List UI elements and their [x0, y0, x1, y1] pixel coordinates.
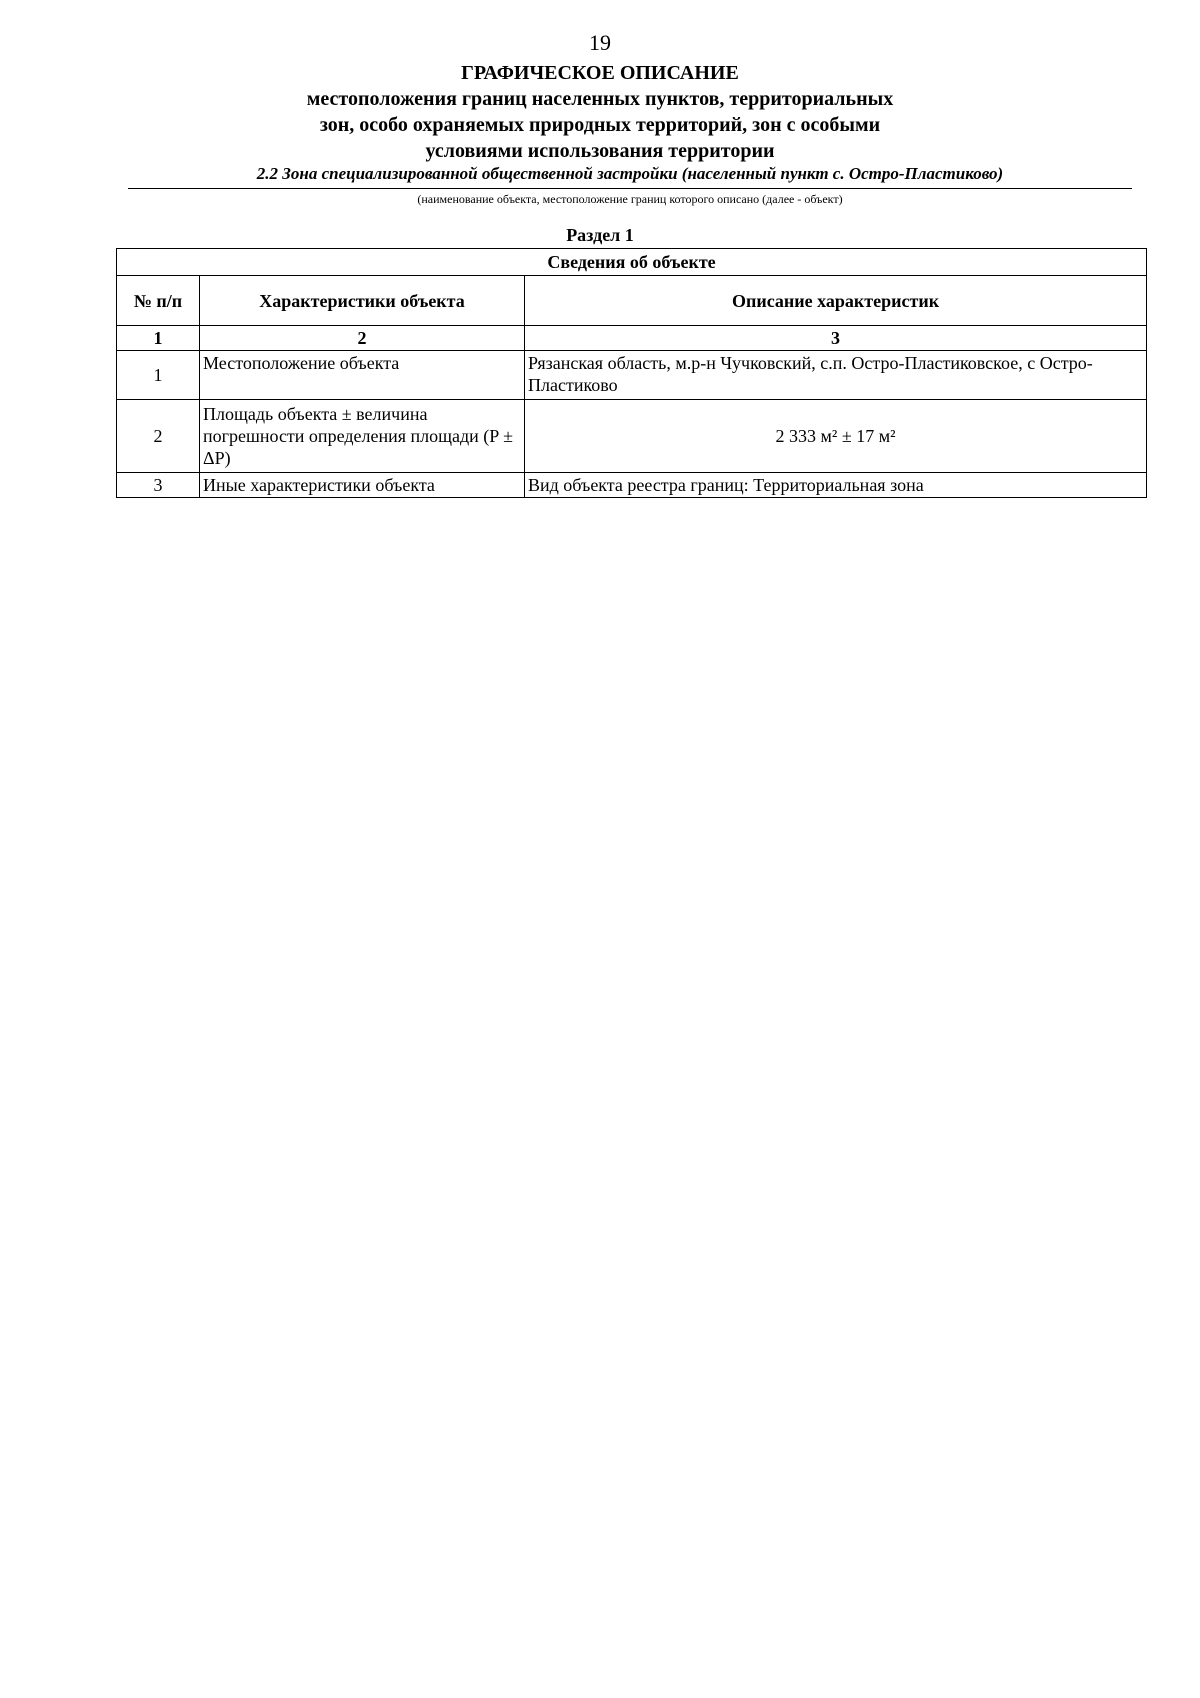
row-value: Рязанская область, м.р-н Чучковский, с.п. Остро-Пластиковское, с Остро-Пластиково	[525, 351, 1147, 400]
row-num: 2	[117, 400, 200, 473]
row-value: 2 333 м² ± 17 м²	[525, 400, 1147, 473]
title-line-3: зон, особо охраняемых природных территорий, зон с особыми	[319, 114, 881, 136]
table-row	[117, 351, 1147, 400]
column-index-row	[117, 326, 1147, 351]
object-name: 2.2 Зона специализированной общественной застройки (населенный пункт с. Остро-Пластиково)	[256, 164, 1004, 183]
table-row	[117, 473, 1147, 498]
table-caption: Сведения об объекте	[117, 249, 1147, 276]
row-characteristic: Местоположение объекта	[200, 351, 525, 400]
document-title	[0, 60, 1200, 164]
row-characteristic: Иные характеристики объекта	[200, 473, 525, 498]
title-line-2: местоположения границ населенных пунктов, территориальных	[306, 88, 894, 110]
header-description: Описание характеристик	[525, 276, 1147, 326]
object-name-underline	[128, 188, 1132, 189]
object-info-table	[116, 248, 1147, 498]
header-num: № п/п	[117, 276, 200, 326]
column-index: 2	[200, 326, 525, 351]
header-characteristics: Характеристики объекта	[200, 276, 525, 326]
title-line-4: условиями использования территории	[425, 140, 775, 162]
row-num: 3	[117, 473, 200, 498]
row-characteristic: Площадь объекта ± величина погрешности определения площади (P ± ΔP)	[200, 400, 525, 473]
title-line-1: ГРАФИЧЕСКОЕ ОПИСАНИЕ	[461, 62, 739, 84]
row-num: 1	[117, 351, 200, 400]
column-index: 1	[117, 326, 200, 351]
object-name-caption: (наименование объекта, местоположение границ которого описано (далее - объект)	[417, 192, 843, 206]
row-value: Вид объекта реестра границ: Территориальная зона	[525, 473, 1147, 498]
table-caption-row	[117, 249, 1147, 276]
table-row	[117, 400, 1147, 473]
table-header-row	[117, 276, 1147, 326]
page-number: 19	[589, 30, 611, 55]
column-index: 3	[525, 326, 1147, 351]
section-title: Раздел 1	[566, 225, 634, 245]
